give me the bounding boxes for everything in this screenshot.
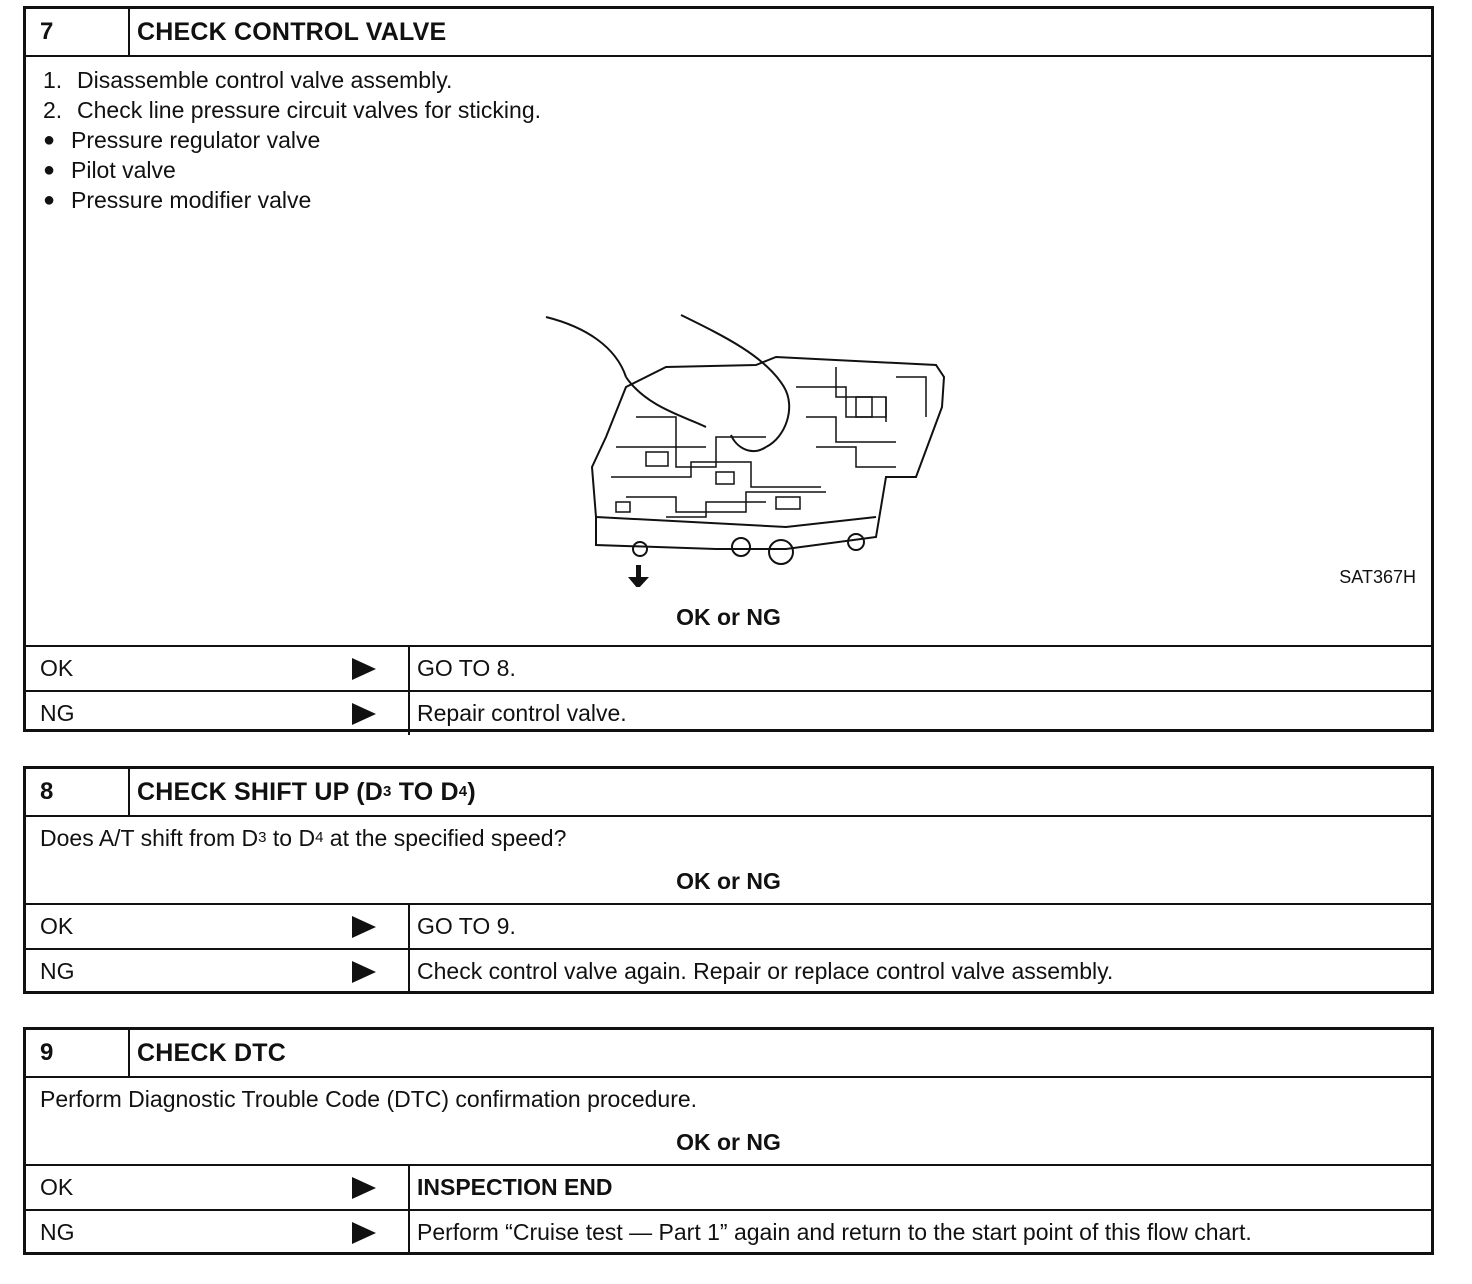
step-title: CHECK CONTROL VALVE [137,17,447,46]
down-arrow-icon [628,565,649,587]
valve-body-edge [596,517,876,527]
finger-outline [626,377,706,427]
result-action: GO TO 9. [417,913,516,939]
step-title: CHECK DTC [137,1038,287,1067]
result-label [26,905,410,948]
ok-or-ng-label: OK or NG [676,604,781,630]
step-header [26,1030,1431,1078]
step-number: 9 [26,1030,130,1076]
title-text: TO D [391,777,459,806]
bullet-item [43,155,541,185]
bullet-item [43,125,541,155]
list-text: Check line pressure circuit valves for sticking. [77,97,541,123]
result-label-text: NG [40,958,75,984]
list-item [43,95,541,125]
circuit-passages [611,367,926,517]
list-item [43,65,541,95]
bullet-icon: ● [43,159,56,181]
step-question: Perform Diagnostic Trouble Code (DTC) confirmation procedure. [40,1085,698,1112]
bullet-icon: ● [43,189,56,211]
step-7-panel [23,6,1434,732]
right-arrow-icon [352,961,376,983]
result-row-ng [26,1209,1431,1254]
title-text: CHECK SHIFT UP (D [137,777,384,806]
result-row-ng [26,948,1431,993]
ok-or-ng-label: OK or NG [676,1128,781,1155]
step-question: Does A/T shift from D 3 to D 4 at the specified speed? [40,824,567,851]
right-arrow-icon [352,916,376,938]
result-label-text: OK [40,913,74,939]
result-row-ok [26,645,1431,690]
result-label [26,950,410,993]
bullet-icon: ● [43,129,56,151]
step-body [26,57,1431,645]
result-action: INSPECTION END [417,1174,613,1200]
bullet-text: Pressure regulator valve [71,127,321,153]
step-8-panel [23,766,1434,994]
step-header [26,9,1431,57]
right-arrow-icon [352,1222,376,1244]
hand-outline [681,315,789,447]
question-text: to D [266,824,316,851]
question-text: Does A/T shift from D [40,824,259,851]
control-valve-illustration [516,247,976,587]
list-marker: 1. [43,67,63,93]
bullet-text: Pressure modifier valve [71,187,312,213]
result-row-ok [26,903,1431,948]
right-arrow-icon [352,703,376,725]
hand-outline [546,317,626,377]
instruction-list [43,65,541,215]
right-arrow-icon [352,658,376,680]
result-row-ng [26,690,1431,735]
ok-or-ng-label: OK or NG [676,867,781,894]
title-text: ) [467,777,476,806]
step-number: 7 [26,9,130,55]
result-label-text: NG [40,700,75,726]
list-marker: 2. [43,97,63,123]
result-label [26,692,410,735]
result-action: Check control valve again. Repair or replace control valve assembly. [417,958,1114,984]
result-action: GO TO 8. [417,655,516,681]
right-arrow-icon [352,1177,376,1199]
question-text: at the specified speed? [323,824,567,851]
bullet-item [43,185,541,215]
result-label-text: NG [40,1219,75,1245]
step-title: CHECK SHIFT UP (D 3 TO D 4 ) [137,777,476,806]
result-label [26,1166,410,1209]
result-label-text: OK [40,1174,74,1200]
result-label-text: OK [40,655,74,681]
result-label [26,1211,410,1254]
step-9-panel [23,1027,1434,1255]
step-header [26,769,1431,817]
figure-code: SAT367H [1339,567,1416,587]
bullet-text: Pilot valve [71,157,176,183]
step-number: 8 [26,769,130,815]
result-row-ok [26,1164,1431,1209]
result-label [26,647,410,690]
result-action: Repair control valve. [417,700,627,726]
list-text: Disassemble control valve assembly. [77,67,453,93]
result-action: Perform “Cruise test — Part 1” again and return to the start point of this flow chart. [417,1219,1252,1245]
